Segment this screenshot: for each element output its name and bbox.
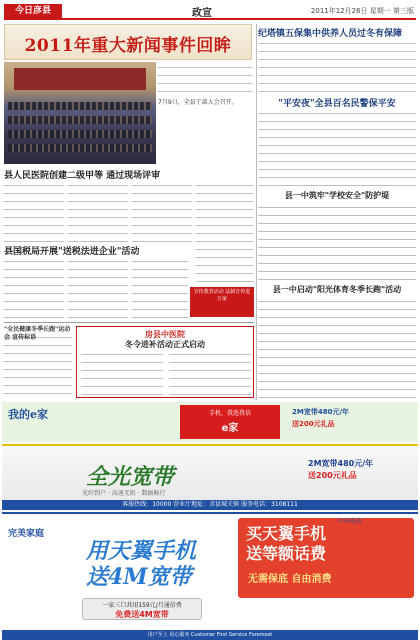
divider bbox=[4, 322, 254, 323]
right-headline-2: "平安夜"全县百名民警保平安 bbox=[278, 99, 396, 109]
notice-box bbox=[190, 287, 254, 317]
meeting-photo bbox=[4, 62, 156, 164]
photo-audience-row bbox=[8, 130, 152, 138]
ad3-offer-pill bbox=[82, 598, 202, 620]
notice-text: 宣传教育活动 法制宣传进万家 bbox=[193, 289, 251, 302]
ad1-promo-main: e家 bbox=[221, 423, 239, 434]
ad3-promo-headline bbox=[246, 524, 326, 564]
photo-audience-row bbox=[8, 116, 152, 124]
ad3-pill-line2: 免费送4M宽带 bbox=[115, 610, 169, 619]
boxed-article-title: 房县中医院 bbox=[145, 329, 185, 339]
ad2-headline: 全光宽带 bbox=[86, 464, 175, 490]
ad1-brand: 我的e家 bbox=[8, 408, 48, 421]
ad3-promo-sub: 无需保底 自由消费 bbox=[248, 574, 332, 585]
short-article-title: "全民健康冬季长跑"运动会 宣传标语 bbox=[4, 326, 71, 341]
hospital-text-col3 bbox=[132, 182, 192, 242]
right-text-3 bbox=[258, 204, 416, 280]
ad2-tag-2: 送200元礼品 bbox=[308, 471, 357, 480]
ad1-line2: 送200元礼品 bbox=[292, 420, 335, 428]
hospital-text-col1 bbox=[4, 182, 64, 242]
ad2-tags bbox=[308, 458, 373, 482]
boxed-article bbox=[76, 326, 254, 398]
ad1-line1: 2M宽带480元/年 bbox=[292, 408, 350, 416]
ad2-tag-1: 2M宽带480元/年 bbox=[308, 459, 374, 468]
photo-audience-row bbox=[8, 144, 152, 152]
ad3-promo-line1: 买天翼手机 bbox=[246, 524, 327, 543]
ad3-promo-line2: 送等额话费 bbox=[246, 544, 327, 563]
right-text-2 bbox=[258, 110, 416, 186]
boxed-text-col1 bbox=[81, 351, 163, 395]
ad3-headline bbox=[86, 538, 196, 590]
photo-caption: 7月9日，全县干部大会召开。 bbox=[158, 99, 238, 106]
ad3-headline-line1: 用天翼手机 bbox=[86, 538, 197, 564]
page-footer: 用户至上 用心服务 Customer First Service Foremost bbox=[2, 630, 418, 640]
ad3-headline-line2: 送4M宽带 bbox=[86, 564, 192, 590]
headline-banner bbox=[4, 24, 252, 60]
newspaper-logo: 今日彦县 bbox=[4, 4, 62, 18]
caption-text-lines bbox=[158, 64, 252, 96]
hospital-text-col4 bbox=[196, 182, 254, 282]
dateline: 2011年12月26日 星期一 第三版 bbox=[310, 7, 414, 15]
hospital-text-col2 bbox=[68, 182, 128, 242]
banner-title: 2011年重大新闻事件回眸 bbox=[24, 36, 232, 56]
tax-headline: 县国税局开展"送税法进企业"活动 bbox=[4, 247, 140, 257]
ad3-logo: 中国电信 bbox=[338, 518, 363, 525]
ad-banner-2[interactable] bbox=[2, 444, 418, 510]
ad3-pill-line1: 一家三口共用159元/月通信费 bbox=[102, 602, 182, 609]
ad2-subline: 光纤到户 · 高速无阻 · 数据畅行 bbox=[82, 490, 166, 497]
right-headline-3: 县一中筑牢"学校安全"防护堤 bbox=[284, 190, 390, 200]
masthead bbox=[4, 4, 416, 20]
photo-audience-row bbox=[8, 102, 152, 110]
ad-banner-3[interactable] bbox=[2, 512, 418, 628]
ad3-brand: 完美家庭 bbox=[8, 529, 45, 539]
tax-text-col3 bbox=[132, 258, 188, 318]
ad-banner-1[interactable] bbox=[2, 402, 418, 442]
boxed-article-subtitle: 冬令进补活动正式启动 bbox=[125, 339, 205, 349]
tax-text-col2 bbox=[68, 258, 128, 318]
right-headline-1: 纪塔镇五保集中供养人员过冬有保障 bbox=[258, 29, 403, 39]
section-name: 政宣 bbox=[192, 8, 212, 19]
column-divider bbox=[256, 24, 257, 400]
tax-text-col1 bbox=[4, 258, 64, 318]
ad3-promo-panel bbox=[238, 518, 414, 598]
right-text-1 bbox=[258, 40, 416, 92]
ad1-promo-top: 手机，我选我信 bbox=[208, 410, 251, 417]
photo-stage bbox=[14, 68, 146, 90]
right-text-4 bbox=[258, 298, 416, 398]
ad2-footer: 客服热线：10000 营业厅地址：彦县城关镇 服务电话：3108111 bbox=[2, 500, 418, 510]
right-headline-4: 县一中启动"阳光体育冬季长跑"活动 bbox=[272, 284, 402, 294]
boxed-text-col2 bbox=[169, 351, 251, 395]
ad1-promo-box bbox=[180, 405, 280, 439]
hospital-headline: 县人民医院创建二级甲等 通过现场评审 bbox=[4, 171, 161, 181]
